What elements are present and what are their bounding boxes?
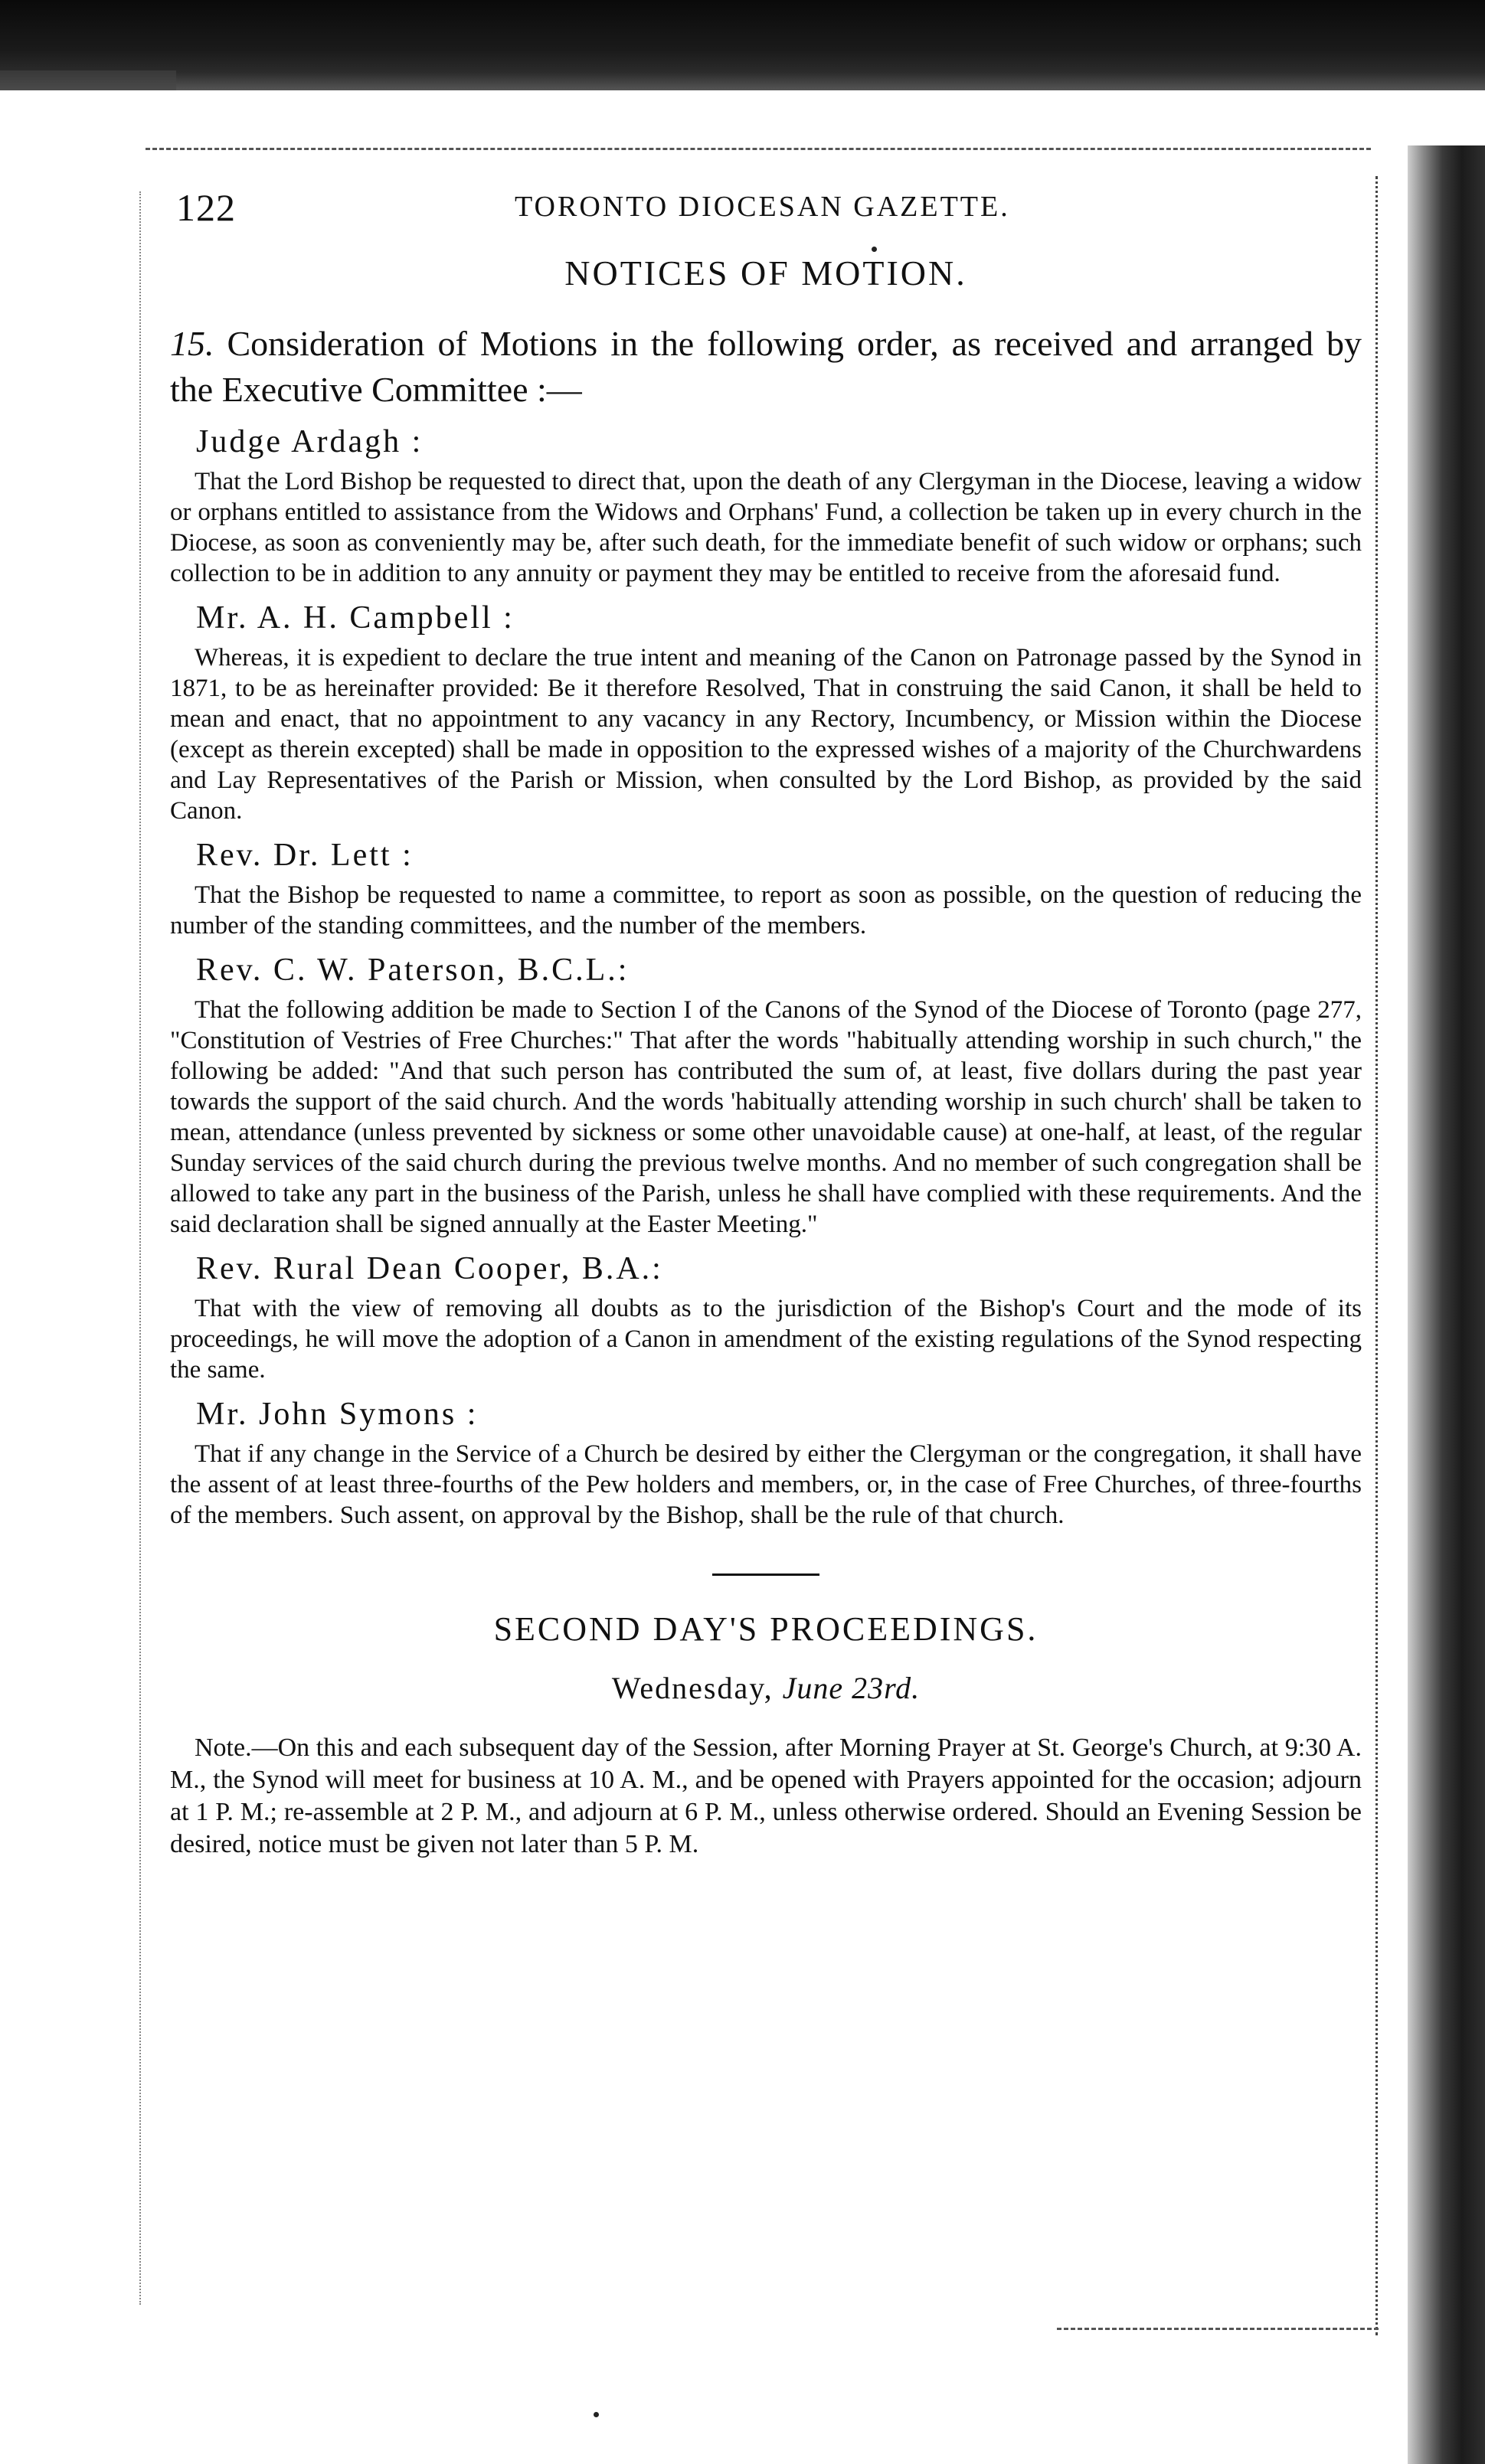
item-number: 15. (170, 324, 214, 363)
proceedings-dateline (170, 1670, 1362, 1706)
page-frame-top-rule (146, 148, 1371, 150)
date: June 23rd. (782, 1671, 921, 1705)
session-note: Note.—On this and each subsequent day of the Session, after Morning Prayer at St. George's Church, at 9:30 A. M., the Synod will meet for business at 10 A. M., and be opened with Prayers appointed for the occasion; adjourn at 1 P. M.; re-assemble at 2 P. M., and adjourn at 6 P. M., unless otherwise ordered. Should an Evening Session be desired, notice must be given not later than 5 P. M. (170, 1734, 1362, 1858)
notices-title: NOTICES OF MOTION. (564, 253, 967, 292)
mover-name: Mr. John Symons : (196, 1397, 479, 1432)
scan-border-top (0, 0, 1485, 90)
weekday: Wednesday, (611, 1671, 774, 1705)
section-divider (712, 1573, 819, 1576)
mover-name: Judge Ardagh : (196, 424, 424, 459)
motion-text: Whereas, it is expedient to declare the true intent and meaning of the Canon on Patronage passed by the Synod in 1871, to be as hereinafter provided: Be it therefore Resolved, That in construing the said Canon, it shall be held to mean and enact, that no appointment to any vacancy in any Rectory, Incumbency, or Mission within the Diocese (except as therein excepted) shall be made in opposition to the expressed wishes of a majority of the Churchwardens and Lay Representatives of the Parish or Mission, when consulted by the Lord Bishop, as provided by the said Canon. (170, 644, 1362, 825)
page-header (170, 167, 1362, 243)
mover-name: Rev. C. W. Paterson, B.C.L.: (196, 953, 630, 988)
mover-name: Mr. A. H. Campbell : (196, 600, 515, 636)
page-number: 122 (176, 186, 236, 229)
motion-text: That the following addition be made to Section I of the Canons of the Synod of the Diocese of Toronto (page 277, "Constitution of Vestries of Free Churches:" That after the words "habitually attending worship in such church," the following be added: "And that such person has contributed the sum of, at least, five dollars during the past year towards the support of the said church. And the words 'habitually attending worship in such church' shall be taken to mean, attendance (unless prevented by sickness or some other unavoidable cause) at one-half, at least, of the regular Sunday services of the said church during the previous twelve months. And no member of such congregation shall be allowed to take any part in the business of the Parish, unless he shall have complied with these requirements. And the said declaration shall be signed annually at the Easter Meeting." (170, 996, 1362, 1238)
motion-text: That the Lord Bishop be requested to direct that, upon the death of any Clergyman in the Diocese, leaving a widow or orphans entitled to assistance from the Widows and Orphans' Fund, a collection be taken up in every church in the Diocese, as soon as conveniently may be, after such death, for the immediate benefit of such widow or orphans; such collection to be in addition to any annuity or payment they may be entitled to receive from the aforesaid fund. (170, 468, 1362, 587)
notices-intro (170, 321, 1362, 413)
motion-text: That the Bishop be requested to name a committee, to report as soon as possible, on the question of reducing the number of the standing committees, and the number of the members. (170, 881, 1362, 940)
scan-border-right (1408, 145, 1485, 2464)
page-frame-bottom-rule (1057, 2328, 1379, 2330)
mover-name: Rev. Rural Dean Cooper, B.A.: (196, 1251, 663, 1286)
running-title: TORONTO DIOCESAN GAZETTE. (515, 191, 1010, 223)
gazette-page (170, 167, 1362, 1887)
intro-text: Consideration of Motions in the following order, as received and arranged by the Executive Committee :— (170, 324, 1362, 409)
motion-text: That if any change in the Service of a Church be desired by either the Clergyman or the congregation, it shall have the assent of at least three-fourths of the Pew holders and members, or, in the case of Free Churches, of three-fourths of the members. Such assent, on approval by the Bishop, shall be the rule of that church. (170, 1440, 1362, 1529)
page-frame-left-rule (139, 191, 141, 2305)
print-speck (594, 2412, 599, 2417)
proceedings-title: SECOND DAY'S PROCEEDINGS. (493, 1610, 1039, 1648)
motion-text: That with the view of removing all doubts as to the jurisdiction of the Bishop's Court and the mode of its proceedings, he will move the adoption of a Canon in amendment of the existing regulations of the Synod respecting the same. (170, 1295, 1362, 1384)
page-frame-right-rule (1375, 176, 1378, 2335)
mover-name: Rev. Dr. Lett : (196, 838, 414, 873)
